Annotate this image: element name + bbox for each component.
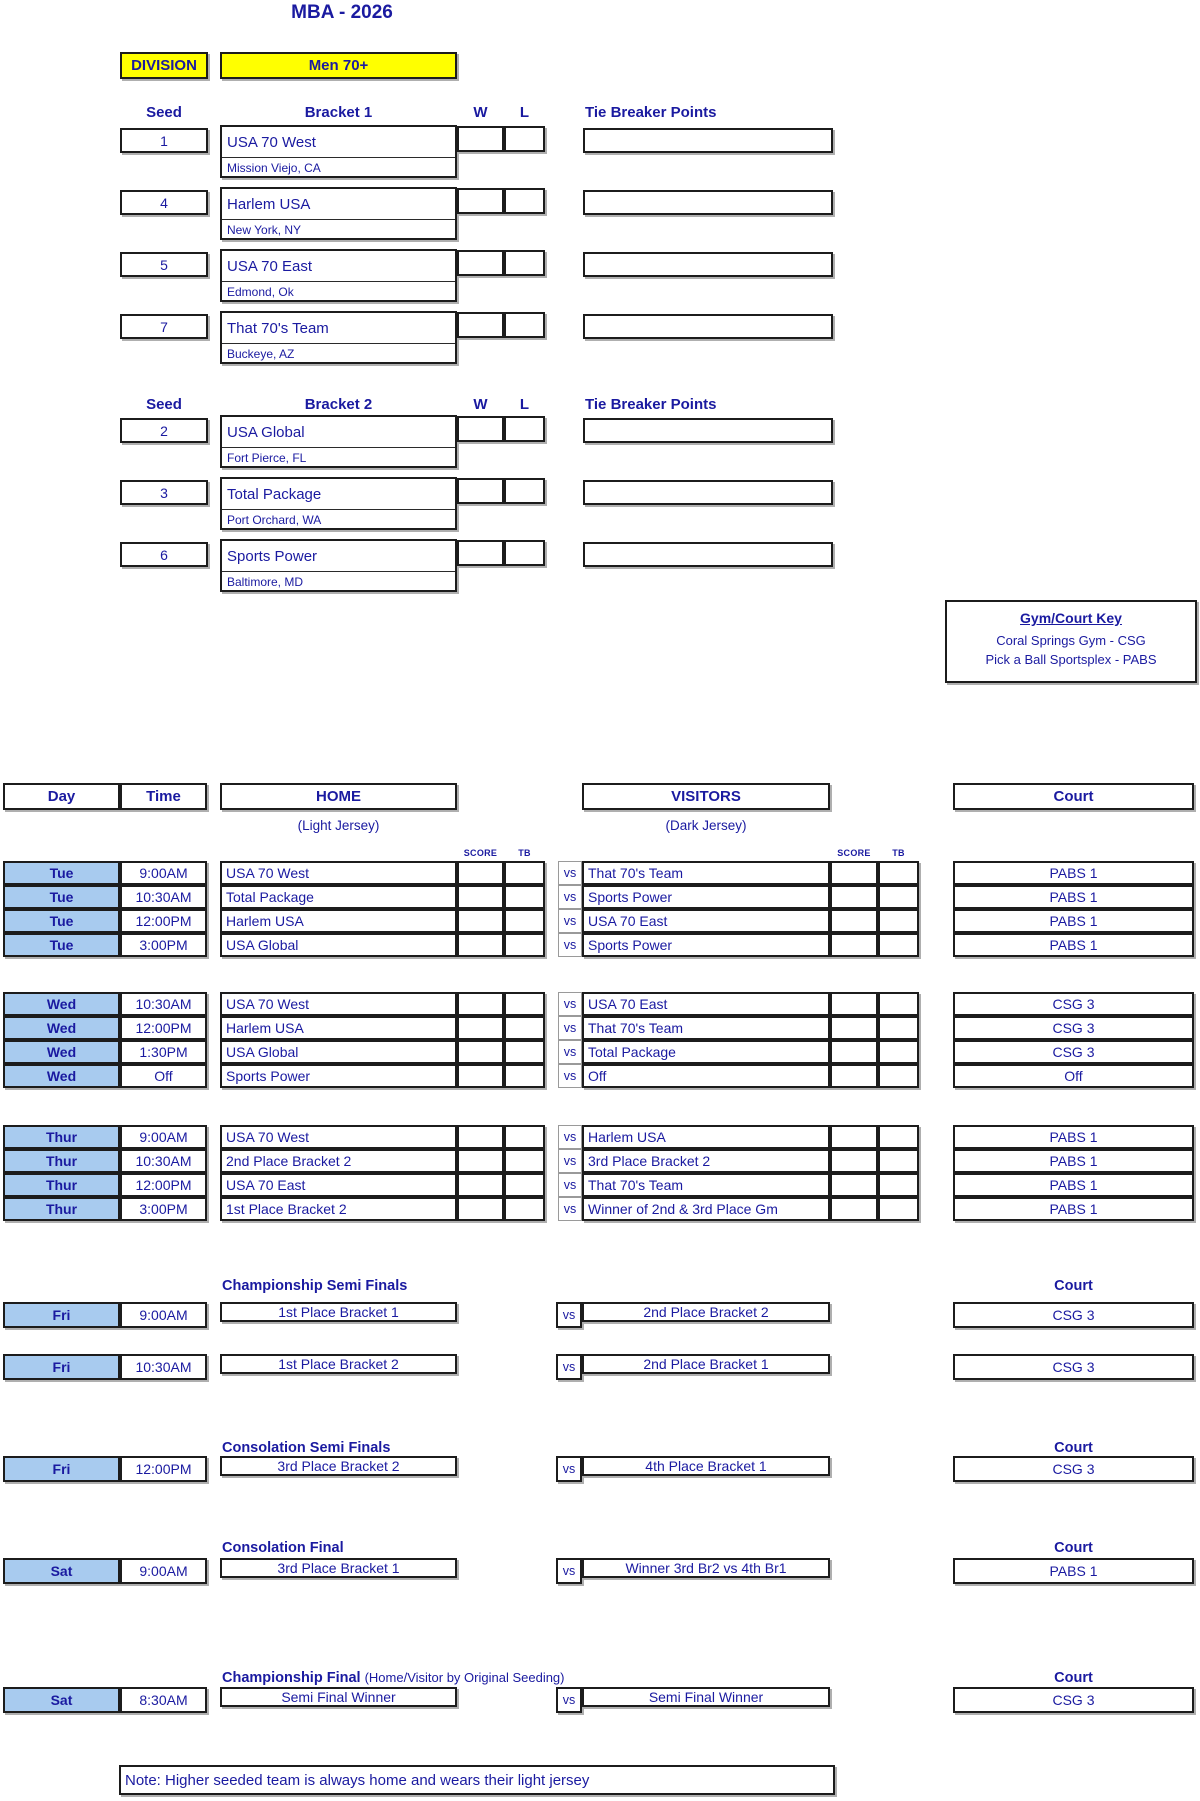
- schedule-row: [0, 1040, 1200, 1064]
- day-cell: Wed: [3, 1016, 120, 1040]
- day-cell: Thur: [3, 1197, 120, 1221]
- tb-cell: [504, 1064, 545, 1088]
- w-box: [457, 416, 504, 442]
- score-cell: [830, 1173, 878, 1197]
- schedule-header-row: [0, 783, 1200, 810]
- time-cell: Off: [120, 1064, 207, 1088]
- vs-cell: vs: [558, 1040, 582, 1064]
- tiebreak-box: [583, 128, 833, 153]
- section-title: [222, 1440, 782, 1456]
- l-box: [504, 540, 545, 566]
- tiebreak-header: Tie Breaker Points: [585, 104, 717, 121]
- tiebreak-box: [583, 314, 833, 339]
- team-name: Total Package: [227, 485, 322, 503]
- bracket1-title: Bracket 1: [304, 104, 373, 121]
- vs-cell: vs: [556, 1302, 582, 1328]
- team-name: USA Global: [227, 423, 305, 441]
- court-cell: PABS 1: [953, 933, 1194, 957]
- section-title-text: Championship Semi Finals: [222, 1278, 408, 1294]
- day-cell: Tue: [3, 861, 120, 885]
- tb-cell: [504, 1197, 545, 1221]
- team-city: Edmond, Ok: [222, 281, 455, 301]
- time-cell: 3:00PM: [120, 933, 207, 957]
- court-label: Court: [1054, 1278, 1093, 1294]
- tiebreak-box: [583, 480, 833, 505]
- court-cell: PABS 1: [953, 1558, 1194, 1584]
- court-label: Court: [1054, 1670, 1093, 1686]
- visitor-cell: That 70's Team: [582, 861, 830, 885]
- tb-cell: [878, 885, 919, 909]
- tb-cell: [504, 933, 545, 957]
- score-cell: [457, 933, 504, 957]
- seed-box: 3: [120, 480, 208, 505]
- section-title-text: Consolation Final: [222, 1540, 344, 1556]
- tiebreak-header: Tie Breaker Points: [585, 396, 717, 413]
- tb-cell: [878, 1040, 919, 1064]
- score-cell: [457, 1197, 504, 1221]
- l-box: [504, 126, 545, 152]
- day-cell: Tue: [3, 909, 120, 933]
- score-label: SCORE: [837, 848, 871, 858]
- home-header: HOME: [220, 783, 457, 810]
- gym-court-key: [945, 600, 1197, 683]
- score-cell: [457, 1064, 504, 1088]
- vs-cell: vs: [558, 992, 582, 1016]
- time-header: Time: [120, 783, 207, 810]
- home-cell: USA 70 West: [220, 1125, 457, 1149]
- home-cell: 3rd Place Bracket 2: [220, 1456, 457, 1476]
- court-cell: CSG 3: [953, 1302, 1194, 1328]
- time-cell: 8:30AM: [120, 1687, 207, 1713]
- finals-row: [0, 1687, 1200, 1713]
- court-cell: CSG 3: [953, 1456, 1194, 1482]
- visitor-cell: 4th Place Bracket 1: [582, 1456, 830, 1476]
- team-city: New York, NY: [222, 219, 455, 239]
- score-cell: [830, 1149, 878, 1173]
- visitor-cell: USA 70 East: [582, 909, 830, 933]
- team-name: USA 70 West: [227, 133, 316, 151]
- time-cell: 9:00AM: [120, 1302, 207, 1328]
- home-cell: Harlem USA: [220, 1016, 457, 1040]
- time-cell: 9:00AM: [120, 1558, 207, 1584]
- team-name: USA 70 East: [227, 257, 313, 275]
- vs-cell: vs: [558, 1064, 582, 1088]
- team-box: [220, 477, 457, 530]
- team-name: Harlem USA: [227, 195, 311, 213]
- seed-box: 1: [120, 128, 208, 153]
- court-cell: CSG 3: [953, 992, 1194, 1016]
- score-cell: [457, 909, 504, 933]
- section-title: [222, 1278, 782, 1294]
- division-label: DIVISION: [120, 52, 208, 79]
- team-box: [220, 187, 457, 240]
- finals-row: [0, 1302, 1200, 1328]
- team-city: Fort Pierce, FL: [222, 447, 455, 467]
- court-cell: CSG 3: [953, 1016, 1194, 1040]
- visitor-cell: Harlem USA: [582, 1125, 830, 1149]
- visitor-cell: 2nd Place Bracket 2: [582, 1302, 830, 1322]
- score-label: SCORE: [463, 848, 498, 858]
- finals-row: [0, 1456, 1200, 1482]
- seed-box: 5: [120, 252, 208, 277]
- time-cell: 12:00PM: [120, 1456, 207, 1482]
- day-cell: Wed: [3, 992, 120, 1016]
- gym-key-title: Gym/Court Key: [1020, 610, 1122, 626]
- w-box: [457, 478, 504, 504]
- score-cell: [457, 1149, 504, 1173]
- seed-box: 2: [120, 418, 208, 443]
- visitor-cell: 2nd Place Bracket 1: [582, 1354, 830, 1374]
- court-cell: CSG 3: [953, 1354, 1194, 1380]
- schedule-row: [0, 909, 1200, 933]
- visitor-cell: Sports Power: [582, 933, 830, 957]
- time-cell: 12:00PM: [120, 909, 207, 933]
- score-cell: [830, 933, 878, 957]
- note-box: Note: Higher seeded team is always home and wears their light jersey: [119, 1765, 835, 1795]
- vs-cell: vs: [558, 1149, 582, 1173]
- team-city: Baltimore, MD: [222, 571, 455, 591]
- score-cell: [457, 1016, 504, 1040]
- court-cell: PABS 1: [953, 909, 1194, 933]
- l-box: [504, 478, 545, 504]
- court-cell: PABS 1: [953, 861, 1194, 885]
- score-cell: [830, 1040, 878, 1064]
- seed-header: Seed: [146, 104, 182, 121]
- team-city: Port Orchard, WA: [222, 509, 455, 529]
- day-cell: Sat: [3, 1687, 120, 1713]
- section-title: [222, 1540, 782, 1556]
- tb-cell: [504, 861, 545, 885]
- court-cell: Off: [953, 1064, 1194, 1088]
- tiebreak-box: [583, 190, 833, 215]
- day-cell: Sat: [3, 1558, 120, 1584]
- l-box: [504, 312, 545, 338]
- score-cell: [830, 1064, 878, 1088]
- score-cell: [830, 861, 878, 885]
- tiebreak-box: [583, 418, 833, 443]
- tb-cell: [504, 1125, 545, 1149]
- tb-cell: [878, 1016, 919, 1040]
- team-name: That 70's Team: [227, 319, 329, 337]
- seed-box: 7: [120, 314, 208, 339]
- court-cell: CSG 3: [953, 1687, 1194, 1713]
- l-box: [504, 188, 545, 214]
- score-cell: [457, 861, 504, 885]
- score-cell: [830, 1016, 878, 1040]
- home-cell: Sports Power: [220, 1064, 457, 1088]
- tb-cell: [878, 1064, 919, 1088]
- seed-box: 4: [120, 190, 208, 215]
- tb-cell: [504, 909, 545, 933]
- team-box: [220, 125, 457, 178]
- w-header: W: [473, 396, 488, 413]
- vs-cell: vs: [558, 1125, 582, 1149]
- day-cell: Fri: [3, 1456, 120, 1482]
- l-header: L: [519, 104, 530, 121]
- team-box: [220, 311, 457, 364]
- division-value: Men 70+: [220, 52, 457, 79]
- day-cell: Fri: [3, 1302, 120, 1328]
- team-box: [220, 249, 457, 302]
- team-box: [220, 415, 457, 468]
- home-cell: USA 70 East: [220, 1173, 457, 1197]
- tb-cell: [504, 1173, 545, 1197]
- tb-cell: [878, 992, 919, 1016]
- time-cell: 10:30AM: [120, 1149, 207, 1173]
- visitor-cell: Winner of 2nd & 3rd Place Gm: [582, 1197, 830, 1221]
- vs-cell: vs: [556, 1687, 582, 1713]
- tb-cell: [504, 1016, 545, 1040]
- time-cell: 10:30AM: [120, 885, 207, 909]
- schedule-row: [0, 1197, 1200, 1221]
- home-cell: Semi Final Winner: [220, 1687, 457, 1707]
- home-cell: 3rd Place Bracket 1: [220, 1558, 457, 1578]
- tb-cell: [878, 909, 919, 933]
- day-cell: Wed: [3, 1064, 120, 1088]
- vs-cell: vs: [558, 861, 582, 885]
- score-cell: [830, 1125, 878, 1149]
- schedule-row: [0, 1173, 1200, 1197]
- day-cell: Thur: [3, 1173, 120, 1197]
- seed-header: Seed: [146, 396, 182, 413]
- w-box: [457, 188, 504, 214]
- score-cell: [457, 992, 504, 1016]
- vs-cell: vs: [558, 1016, 582, 1040]
- w-box: [457, 540, 504, 566]
- schedule-row: [0, 1149, 1200, 1173]
- vs-cell: vs: [558, 1197, 582, 1221]
- l-box: [504, 416, 545, 442]
- w-box: [457, 126, 504, 152]
- schedule-row: [0, 992, 1200, 1016]
- page-title: MBA - 2026: [291, 2, 393, 23]
- visitor-cell: Winner 3rd Br2 vs 4th Br1: [582, 1558, 830, 1578]
- court-label: Court: [1054, 1540, 1093, 1556]
- score-cell: [830, 909, 878, 933]
- vs-cell: vs: [556, 1558, 582, 1584]
- tb-cell: [878, 1197, 919, 1221]
- score-cell: [830, 1197, 878, 1221]
- day-cell: Wed: [3, 1040, 120, 1064]
- w-box: [457, 250, 504, 276]
- court-cell: PABS 1: [953, 1173, 1194, 1197]
- time-cell: 12:00PM: [120, 1016, 207, 1040]
- time-cell: 9:00AM: [120, 861, 207, 885]
- schedule-row: [0, 885, 1200, 909]
- court-cell: PABS 1: [953, 1125, 1194, 1149]
- visitor-cell: Semi Final Winner: [582, 1687, 830, 1707]
- time-cell: 10:30AM: [120, 992, 207, 1016]
- visitor-cell: That 70's Team: [582, 1173, 830, 1197]
- tb-cell: [504, 992, 545, 1016]
- tb-cell: [878, 1149, 919, 1173]
- bracket2-title: Bracket 2: [304, 396, 373, 413]
- team-box: [220, 539, 457, 592]
- day-header: Day: [3, 783, 120, 810]
- gym-key-line: Coral Springs Gym - CSG: [996, 633, 1146, 648]
- visitor-cell: Sports Power: [582, 885, 830, 909]
- time-cell: 12:00PM: [120, 1173, 207, 1197]
- court-cell: CSG 3: [953, 1040, 1194, 1064]
- gym-key-line: Pick a Ball Sportsplex - PABS: [985, 652, 1157, 667]
- time-cell: 10:30AM: [120, 1354, 207, 1380]
- visitors-header: VISITORS: [582, 783, 830, 810]
- day-cell: Tue: [3, 933, 120, 957]
- section-subtitle: (Home/Visitor by Original Seeding): [364, 1670, 565, 1685]
- home-subheader: (Light Jersey): [297, 818, 380, 833]
- court-label: Court: [1054, 1440, 1093, 1456]
- visitor-cell: 3rd Place Bracket 2: [582, 1149, 830, 1173]
- home-cell: USA Global: [220, 933, 457, 957]
- tb-cell: [504, 1149, 545, 1173]
- finals-row: [0, 1354, 1200, 1380]
- schedule-row: [0, 933, 1200, 957]
- home-cell: 1st Place Bracket 2: [220, 1197, 457, 1221]
- section-title: [222, 1670, 782, 1686]
- visitor-cell: That 70's Team: [582, 1016, 830, 1040]
- vs-cell: vs: [558, 909, 582, 933]
- section-title-text: Consolation Semi Finals: [222, 1440, 391, 1456]
- section-title-text: Championship Final: [222, 1670, 361, 1686]
- tb-cell: [878, 1173, 919, 1197]
- tiebreak-box: [583, 542, 833, 567]
- court-cell: PABS 1: [953, 1149, 1194, 1173]
- home-cell: 1st Place Bracket 2: [220, 1354, 457, 1374]
- score-cell: [830, 992, 878, 1016]
- w-box: [457, 312, 504, 338]
- tiebreak-box: [583, 252, 833, 277]
- day-cell: Thur: [3, 1149, 120, 1173]
- home-cell: USA Global: [220, 1040, 457, 1064]
- team-city: Mission Viejo, CA: [222, 157, 455, 177]
- schedule-row: [0, 1064, 1200, 1088]
- vs-cell: vs: [558, 885, 582, 909]
- seed-box: 6: [120, 542, 208, 567]
- court-cell: PABS 1: [953, 885, 1194, 909]
- team-name: Sports Power: [227, 547, 318, 565]
- l-box: [504, 250, 545, 276]
- home-cell: USA 70 West: [220, 861, 457, 885]
- home-cell: Harlem USA: [220, 909, 457, 933]
- l-header: L: [519, 396, 530, 413]
- score-cell: [457, 1125, 504, 1149]
- visitor-cell: USA 70 East: [582, 992, 830, 1016]
- tb-cell: [878, 861, 919, 885]
- time-cell: 1:30PM: [120, 1040, 207, 1064]
- score-cell: [457, 885, 504, 909]
- vs-cell: vs: [558, 933, 582, 957]
- vs-cell: vs: [558, 1173, 582, 1197]
- score-cell: [457, 1173, 504, 1197]
- w-header: W: [473, 104, 488, 121]
- schedule-row: [0, 1125, 1200, 1149]
- visitor-cell: Total Package: [582, 1040, 830, 1064]
- tb-cell: [878, 933, 919, 957]
- tb-label: TB: [518, 848, 531, 858]
- time-cell: 9:00AM: [120, 1125, 207, 1149]
- home-cell: Total Package: [220, 885, 457, 909]
- tb-cell: [878, 1125, 919, 1149]
- court-header: Court: [953, 783, 1194, 810]
- vs-cell: vs: [556, 1456, 582, 1482]
- team-city: Buckeye, AZ: [222, 343, 455, 363]
- day-cell: Fri: [3, 1354, 120, 1380]
- time-cell: 3:00PM: [120, 1197, 207, 1221]
- tb-cell: [504, 1040, 545, 1064]
- home-cell: USA 70 West: [220, 992, 457, 1016]
- visitor-cell: Off: [582, 1064, 830, 1088]
- tb-label: TB: [892, 848, 905, 858]
- score-cell: [457, 1040, 504, 1064]
- score-cell: [830, 885, 878, 909]
- home-cell: 1st Place Bracket 1: [220, 1302, 457, 1322]
- court-cell: PABS 1: [953, 1197, 1194, 1221]
- finals-row: [0, 1558, 1200, 1584]
- schedule-row: [0, 861, 1200, 885]
- vs-cell: vs: [556, 1354, 582, 1380]
- tb-cell: [504, 885, 545, 909]
- schedule-row: [0, 1016, 1200, 1040]
- day-cell: Tue: [3, 885, 120, 909]
- visitors-subheader: (Dark Jersey): [665, 818, 747, 833]
- home-cell: 2nd Place Bracket 2: [220, 1149, 457, 1173]
- day-cell: Thur: [3, 1125, 120, 1149]
